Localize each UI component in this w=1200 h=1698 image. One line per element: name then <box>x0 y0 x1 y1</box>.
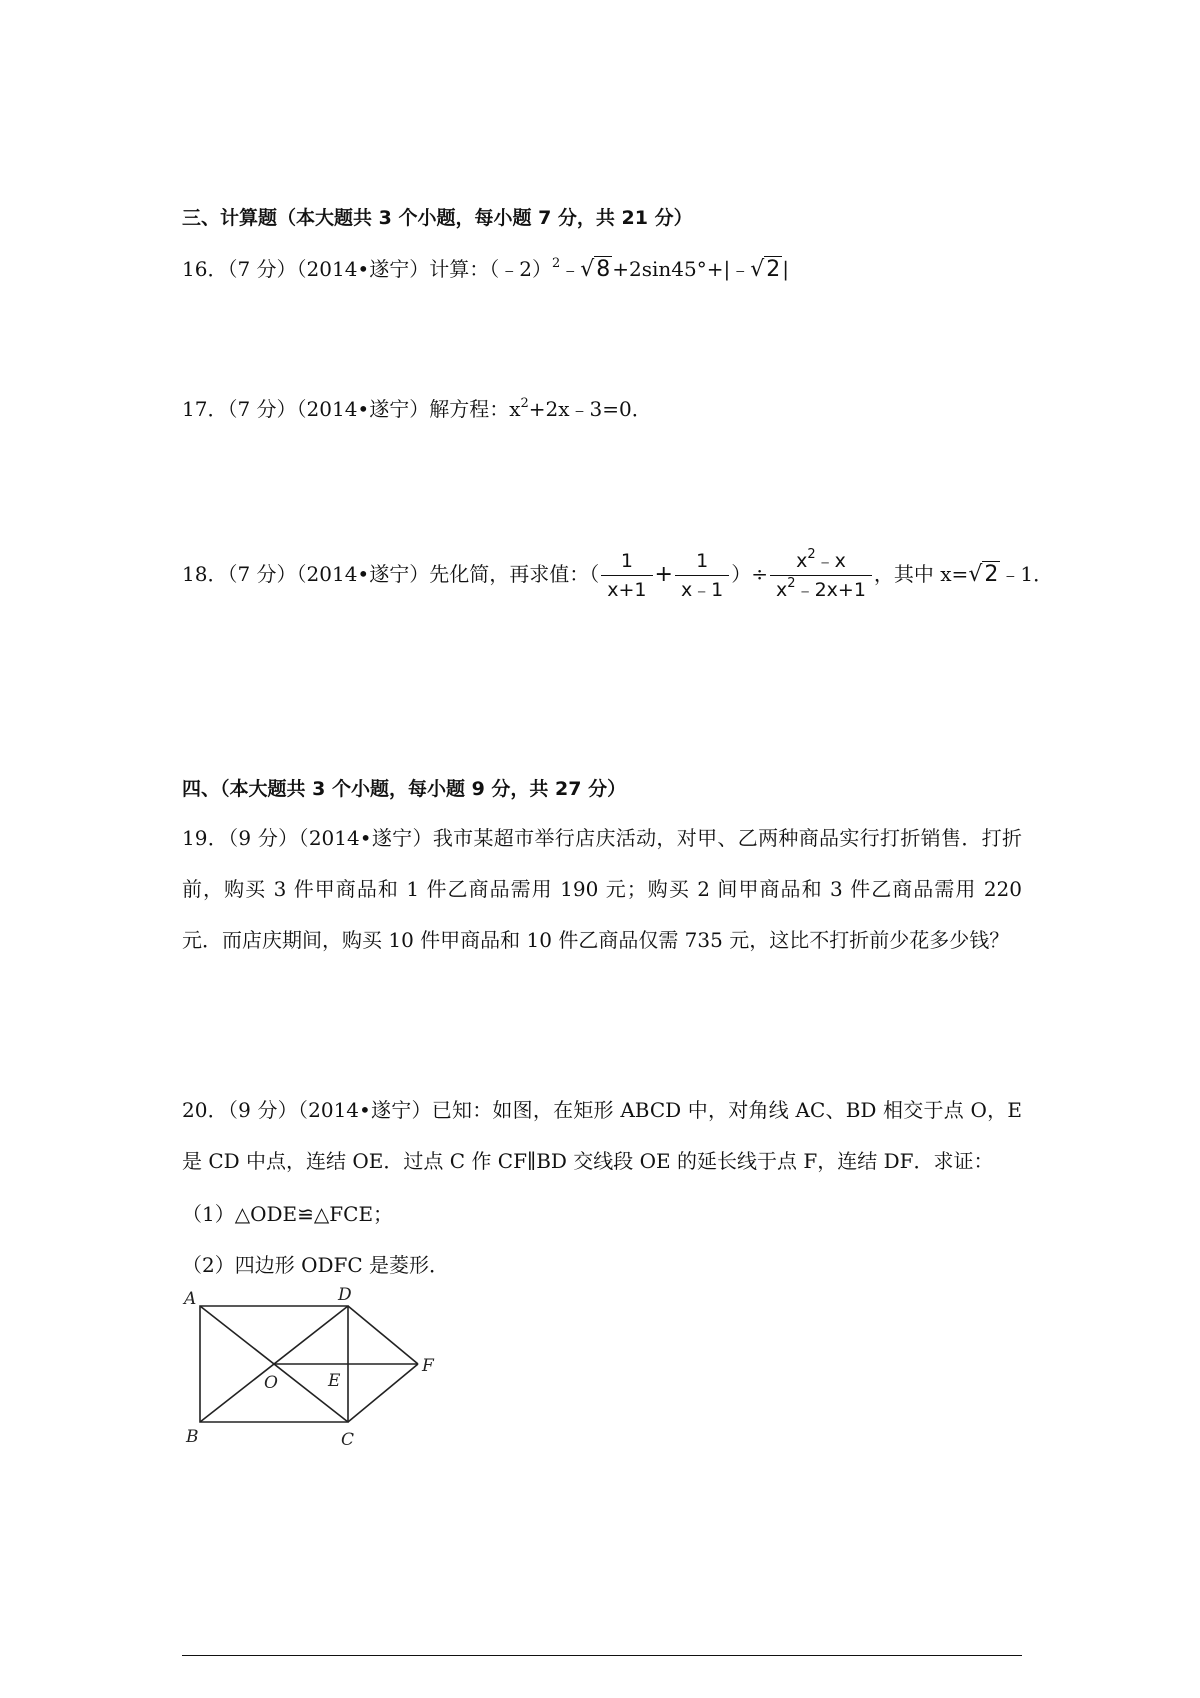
segment-df <box>348 1306 418 1364</box>
q16-sqrt-2: √2 <box>750 257 781 282</box>
question-16 <box>182 255 789 284</box>
q18-condition-prefix: ，其中 x= <box>873 562 969 586</box>
label-a: A <box>184 1289 197 1309</box>
footer-rule <box>182 1655 1022 1656</box>
question-20-part-2: （2）四边形 ODFC 是菱形． <box>182 1253 450 1277</box>
q16-prefix: 16．（7 分）（2014•遂宁）计算：（﹣2） <box>182 257 552 281</box>
q18-sqrt-2: √2 <box>968 562 999 587</box>
question-18 <box>182 544 1053 605</box>
q18-plus: + <box>654 562 673 587</box>
q18-condition-suffix: ﹣1． <box>1000 562 1054 586</box>
label-d: D <box>338 1285 352 1305</box>
q18-close-divide: ）÷ <box>731 562 769 586</box>
q16-minus: ﹣ <box>560 257 581 281</box>
q17-rest: +2x﹣3=0． <box>528 397 652 421</box>
q16-end: | <box>782 257 790 281</box>
question-20-part-1: （1）△ODE≌△FCE； <box>182 1202 394 1226</box>
question-19: 19．（9 分）（2014•遂宁）我市某超市举行店庆活动，对甲、乙两种商品实行打折销售．打折前，购买 3 件甲商品和 1 件乙商品需用 190 元；购买 2 间甲商品和 3 件乙商品需用 220 元．而店庆期间，购买 10 件甲商品和 10 件乙商品仅需 735 元，这比不打折前少花多少钱？ <box>182 826 1022 952</box>
q16-sqrt-8: √8 <box>580 257 611 282</box>
label-o: O <box>264 1373 278 1393</box>
label-b: B <box>186 1427 199 1447</box>
label-f: F <box>422 1356 434 1376</box>
q17-exponent: 2 <box>520 396 529 411</box>
rectangle-abcd-figure <box>178 1282 438 1452</box>
q18-fraction-3: $\frac{x^2﹣x}{x^2﹣2x+1}$ <box>770 549 872 602</box>
q17-prefix: 17．（7 分）（2014•遂宁）解方程：x <box>182 397 521 421</box>
label-e: E <box>328 1371 341 1391</box>
q18-fraction-1: $\frac{1}{x+1}$ <box>601 549 652 602</box>
question-20: 20．（9 分）（2014•遂宁）已知：如图，在矩形 ABCD 中，对角线 AC、BD 相交于点 O，E 是 CD 中点，连结 OE．过点 C 作 CF∥BD 交线段 OE 的延长线于点 F，连结 DF．求证： <box>182 1098 1022 1173</box>
label-c: C <box>341 1430 355 1450</box>
question-17 <box>182 395 652 423</box>
segment-cf <box>348 1364 418 1422</box>
q16-exponent: 2 <box>551 256 561 271</box>
q18-prefix: 18．（7 分）（2014•遂宁）先化简，再求值：（ <box>182 562 600 586</box>
q16-middle: +2sin45°+|﹣ <box>612 257 751 281</box>
section-3-heading: 三、计算题（本大题共 3 个小题，每小题 7 分，共 21 分） <box>182 207 693 229</box>
q18-fraction-2: $\frac{1}{x﹣1}$ <box>675 549 729 602</box>
section-4-heading: 四、（本大题共 3 个小题，每小题 9 分，共 27 分） <box>182 778 627 800</box>
